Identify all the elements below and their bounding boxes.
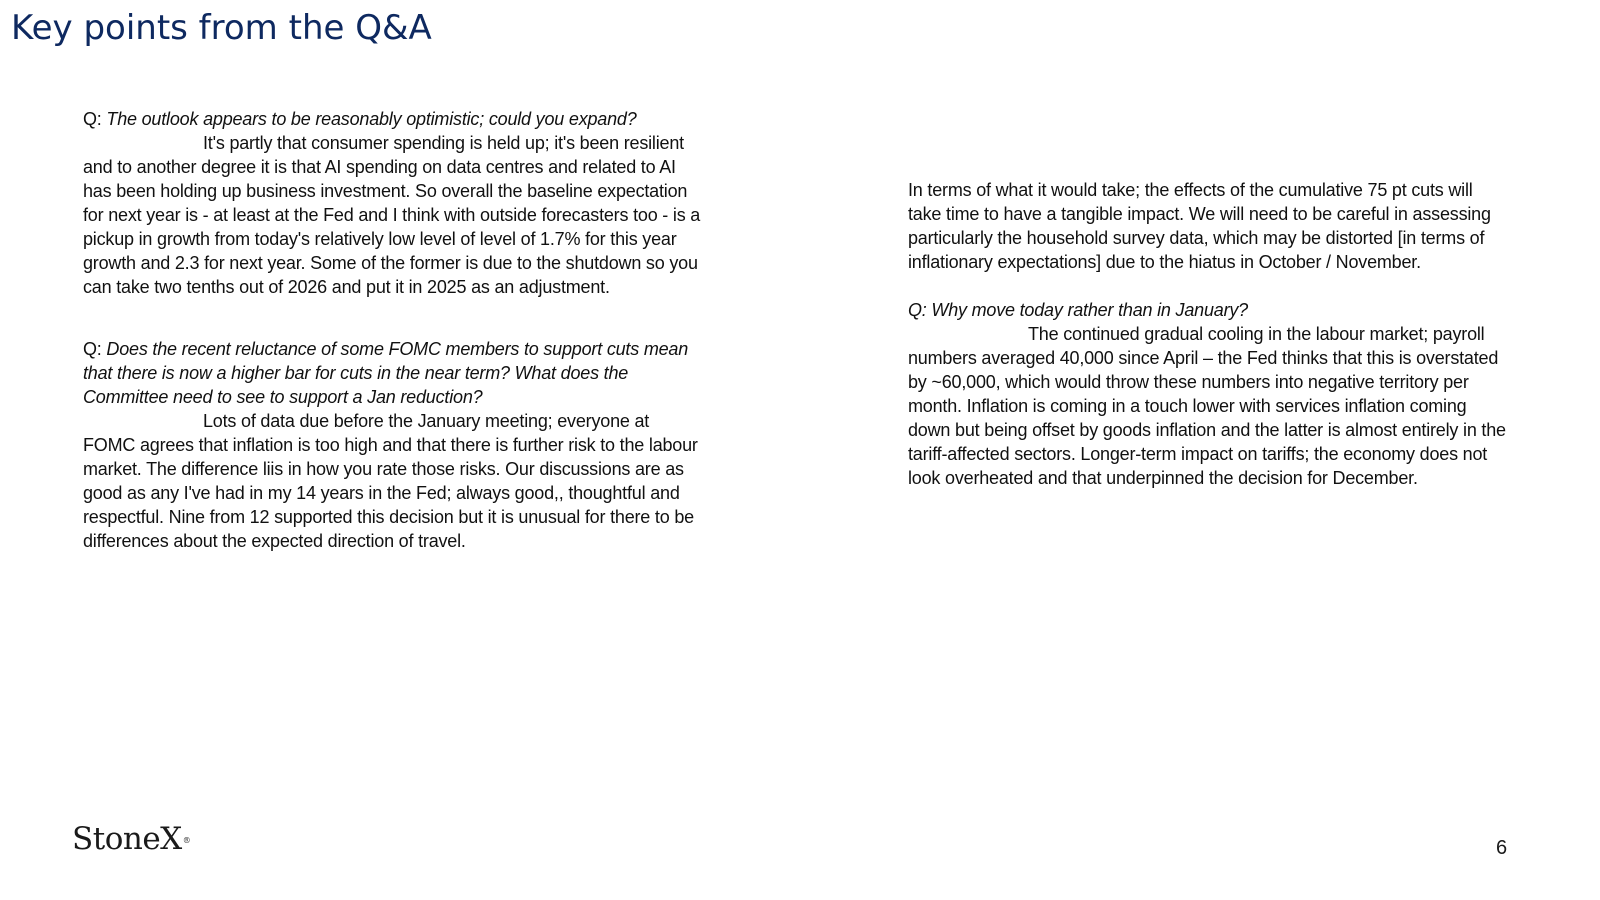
- logo-wordmark: StoneX: [72, 821, 182, 857]
- page-number: 6: [1496, 837, 1508, 859]
- question-text: Q: Why move today rather than in January?: [908, 300, 1248, 320]
- right-column: [908, 178, 1508, 490]
- qa-block-outlook: [83, 107, 705, 299]
- qa-block-why-today: [908, 298, 1508, 490]
- question-fomc-reluctance: [83, 337, 705, 409]
- slide-title: Key points from the Q&A: [11, 8, 432, 48]
- answer-outlook: It's partly that consumer spending is held up; it's been resilient and to another degree it is that AI spending on data centres and related to AI has been holding up business investment. So overall the baseline expectation for next year is - at least at the Fed and I think with outside forecasters too - is a pickup in growth from today's relatively low level of level of 1.7% for this year growth and 2.3 for next year. Some of the former is due to the shutdown so you can take two tenths out of 2026 and put it in 2025 as an adjustment.: [83, 133, 701, 297]
- spacer: [83, 299, 705, 337]
- question-prefix: Q:: [83, 109, 107, 129]
- registered-mark: ®: [182, 836, 191, 845]
- answer-fomc-reluctance: Lots of data due before the January meeting; everyone at FOMC agrees that inflation is too high and that there is further risk to the labour market. The difference liis in how you rate those risks. Our discussions are as good as any I've had in my 14 years in the Fed; always good,, thoughtful and respectful. Nine from 12 supported this decision but it is unusual for there to be differences about the expected direction of travel.: [83, 411, 698, 551]
- left-column: [83, 107, 705, 553]
- spacer: [908, 274, 1508, 298]
- answer-why-today: The continued gradual cooling in the labour market; payroll numbers averaged 40,000 since April – the Fed thinks that this is overstated by ~60,000, which would throw these numbers into negative territory per month. Inflation is coming in a touch lower with services inflation coming down but being offset by goods inflation and the latter is almost entirely in the tariff-affected sectors. Longer-term impact on tariffs; the economy does not look overheated and that underpinned the decision for December.: [908, 324, 1506, 488]
- qa-block-fomc-reluctance: [83, 337, 705, 553]
- question-text: Does the recent reluctance of some FOMC members to support cuts mean that there is now a higher bar for cuts in the near term? What does the Committee need to see to support a Jan reduction?: [83, 339, 689, 407]
- question-text: The outlook appears to be reasonably optimistic; could you expand?: [106, 109, 637, 129]
- question-why-today: [908, 298, 1508, 322]
- question-outlook: [83, 107, 705, 131]
- paragraph-what-it-would-take: In terms of what it would take; the effects of the cumulative 75 pt cuts will take time to have a tangible impact. We will need to be careful in assessing particularly the household survey data, which may be distorted [in terms of inflationary expectations] due to the hiatus in October / November.: [908, 180, 1491, 272]
- stonex-logo: [72, 822, 190, 856]
- question-prefix: Q:: [83, 339, 107, 359]
